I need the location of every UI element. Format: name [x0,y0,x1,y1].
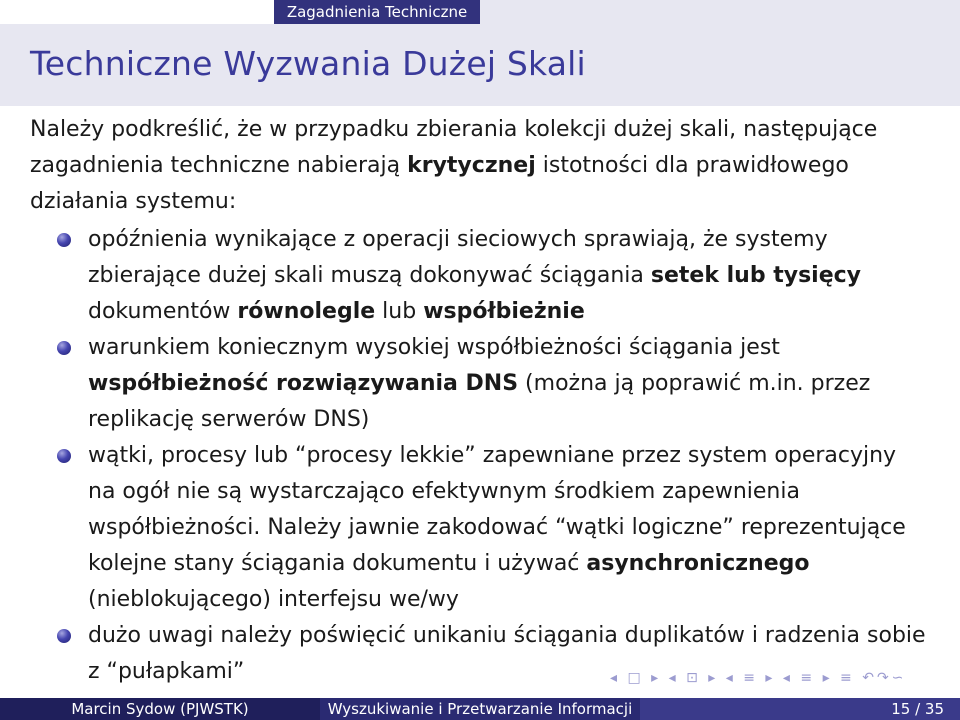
footer-author: Marcin Sydow (PJWSTK) [0,698,320,720]
header-bar [0,0,960,24]
bullet-ball-icon [57,629,71,643]
slide-content [30,112,930,690]
item-bold: współbieżność rozwiązywania DNS [88,371,519,396]
item-text: lub [375,299,424,324]
beamer-navigation-icons[interactable]: ◂ □ ▸ ◂ ⊡ ▸ ◂ ≡ ▸ ◂ ≡ ▸ ≡ ↶↷∽ [610,670,907,686]
item-bold: setek lub tysięcy [650,263,862,288]
item-bold: asynchronicznego [586,551,810,576]
list-item [30,438,930,618]
item-text: dużo uwagi należy poświęcić unikaniu ściągania duplikatów i radzenia sobie z “pułapkami” [88,623,926,684]
intro-text-2: istotności dla prawidłowego działania systemu: [30,153,849,214]
intro-text-1: Należy podkreślić, że w przypadku zbierania kolekcji dużej skali, następujące zagadnienia techniczne nabierają [30,117,878,178]
frame-title-bar [0,24,960,106]
intro-paragraph [30,112,930,220]
item-text: (nieblokującego) interfejsu we/wy [88,587,459,612]
section-title[interactable]: Zagadnienia Techniczne [274,0,480,24]
bullet-ball-icon [57,341,71,355]
item-text: dokumentów [88,299,238,324]
page-number: 15 / 35 [891,700,944,718]
bullet-list [30,222,930,690]
list-item [30,222,930,330]
item-text: (można ją poprawić m.in. przez replikację serwerów DNS) [88,371,871,432]
list-item [30,330,930,438]
item-text: opóźnienia wynikające z operacji sieciowych sprawiają, że systemy zbierające dużej skali muszą dokonywać ściągania [88,227,828,288]
header-right-band [480,0,960,24]
bullet-ball-icon [57,233,71,247]
item-text: wątki, procesy lub “procesy lekkie” zapewniane przez system operacyjny na ogół nie są wystarczająco efektywnym środkiem zapewnienia współbieżności. Należy jawnie zakodować “wątki logiczne” reprezentujące kolejne stany ściągania dokumentu i używać [88,443,906,576]
page-title: Techniczne Wyzwania Dużej Skali [30,44,586,83]
footer-page-box [640,698,960,720]
item-bold: równolegle [237,299,376,324]
footer-bar [0,698,960,720]
item-bold: współbieżnie [423,299,585,324]
item-text: warunkiem koniecznym wysokiej współbieżności ściągania jest [88,335,780,360]
bullet-ball-icon [57,449,71,463]
footer-lecture-title: Wyszukiwanie i Przetwarzanie Informacji [320,698,640,720]
intro-bold: krytycznej [407,153,536,178]
